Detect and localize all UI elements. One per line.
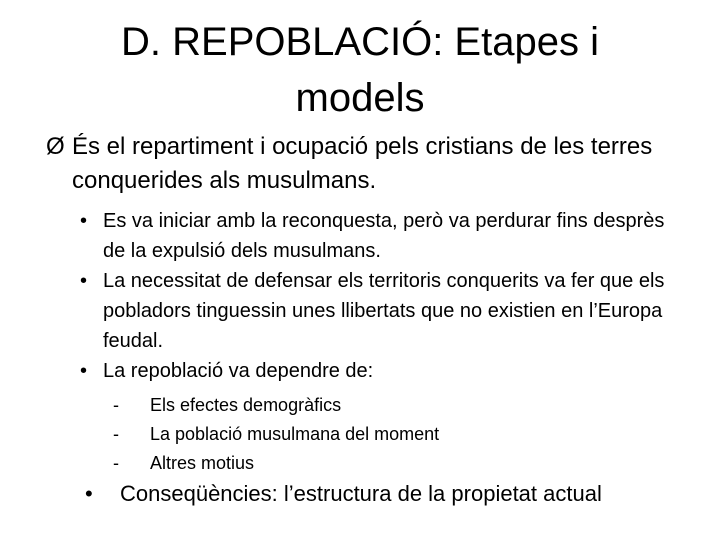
title-line-2: models: [295, 76, 425, 120]
list-item: [80, 266, 690, 356]
main-point-text: És el repartiment i ocupació pels cristians de les terres conquerides als musulmans.: [72, 133, 653, 194]
dash-bullet-icon: -: [113, 424, 119, 444]
bullet-dot-icon: •: [80, 210, 88, 232]
sub-list-item-text: Els efectes demogràfics: [150, 395, 342, 415]
arrow-bullet-icon: Ø: [46, 133, 65, 160]
bullet-dot-icon: •: [80, 270, 88, 292]
consequences-text: Conseqüències: l’estructura de la propietat actual: [120, 481, 602, 506]
list-item-text: Es va iniciar amb la reconquesta, però va perdurar fins desprès de la expulsió dels musulmans.: [103, 210, 665, 262]
consequences-item: [85, 478, 695, 510]
sub-list-item-text: Altres motius: [150, 453, 255, 473]
sub-list-item: [110, 420, 610, 449]
dash-bullet-icon: -: [113, 395, 119, 415]
sub-list: [110, 391, 610, 478]
slide-title: [60, 14, 660, 126]
list-item: [80, 356, 690, 386]
sub-list-item: [110, 391, 610, 420]
list-item-text: La necessitat de defensar els territoris conquerits va fer que els pobladors tinguessin unes llibertats que no existien en l’Europa feudal.: [103, 270, 665, 352]
title-line-1: D. REPOBLACIÓ: Etapes i: [121, 20, 599, 64]
bullet-dot-icon: •: [80, 360, 88, 382]
list-item: [80, 206, 690, 266]
bullet-dot-icon: •: [85, 481, 93, 506]
main-point: [46, 130, 686, 198]
bullet-list: [80, 206, 690, 386]
sub-list-item-text: La població musulmana del moment: [150, 424, 440, 444]
sub-list-item: [110, 449, 610, 478]
dash-bullet-icon: -: [113, 453, 119, 473]
list-item-text: La repoblació va dependre de:: [103, 360, 374, 382]
